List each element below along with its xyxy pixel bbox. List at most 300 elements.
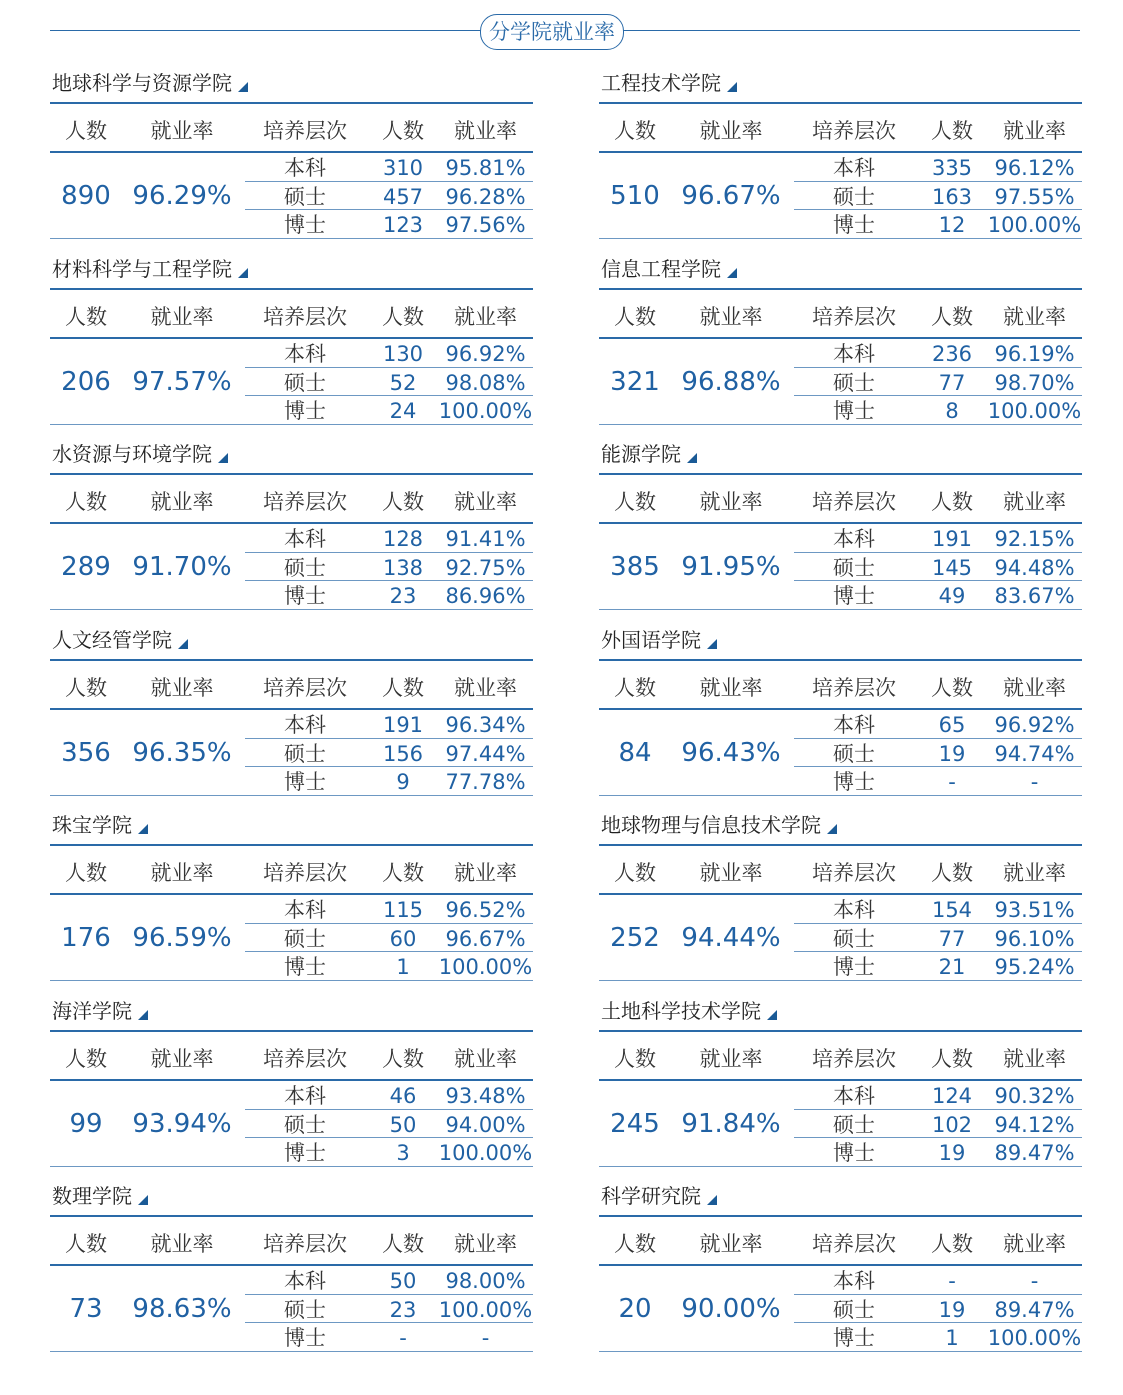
rate-cell: 95.24% <box>994 955 1075 979</box>
header-rule-bottom <box>50 708 533 710</box>
column-header: 培养层次 <box>812 861 896 885</box>
count-cell: 145 <box>931 555 973 580</box>
column-header: 就业率 <box>699 676 763 700</box>
count-cell: 130 <box>382 342 424 366</box>
college-table <box>599 996 1089 1178</box>
level-cell: 本科 <box>833 342 875 366</box>
level-cell: 硕士 <box>284 555 326 580</box>
college-name <box>52 70 248 96</box>
count-cell: 60 <box>389 926 417 951</box>
rate-cell: 91.41% <box>445 527 526 551</box>
count-cell: 310 <box>382 156 424 180</box>
column-header: 人数 <box>931 119 973 143</box>
rate-cell: 96.92% <box>994 713 1075 737</box>
column-header: 就业率 <box>1003 1047 1066 1071</box>
column-header: 就业率 <box>1003 119 1066 143</box>
column-header: 人数 <box>931 490 973 514</box>
college-name <box>601 1183 717 1209</box>
rate-cell: 98.08% <box>445 370 526 395</box>
column-header: 人数 <box>65 490 107 514</box>
rate-cell: 97.56% <box>445 213 526 237</box>
rate-cell: 95.81% <box>445 156 526 180</box>
college-total-rate: 98.63% <box>132 1294 232 1324</box>
college-total-rate: 97.57% <box>132 367 232 397</box>
header-rule-bottom <box>50 893 533 895</box>
college-name <box>52 812 148 838</box>
level-cell: 博士 <box>284 584 326 608</box>
level-cell: 博士 <box>833 955 875 979</box>
college-name-text: 水资源与环境学院 <box>52 442 212 466</box>
count-cell: 77 <box>938 370 966 395</box>
rate-cell: 77.78% <box>445 770 526 794</box>
column-header: 就业率 <box>150 676 214 700</box>
level-cell: 本科 <box>284 1084 326 1108</box>
column-header: 培养层次 <box>263 1047 347 1071</box>
column-header: 人数 <box>931 1232 973 1256</box>
triangle-marker-icon <box>138 824 148 834</box>
rate-cell: 100.00% <box>438 1141 533 1165</box>
college-name-text: 珠宝学院 <box>52 813 132 837</box>
count-cell: 3 <box>396 1141 410 1165</box>
top-rule <box>50 1030 533 1032</box>
count-cell: 191 <box>931 527 973 551</box>
rate-cell: 100.00% <box>438 399 533 423</box>
level-cell: 硕士 <box>284 370 326 395</box>
column-header: 人数 <box>382 490 424 514</box>
top-rule <box>599 1030 1082 1032</box>
column-header: 人数 <box>614 1047 656 1071</box>
top-rule <box>50 659 533 661</box>
column-header: 培养层次 <box>263 490 347 514</box>
college-name <box>52 441 228 467</box>
column-header: 培养层次 <box>263 676 347 700</box>
rate-cell: 96.10% <box>994 926 1075 951</box>
college-name-text: 外国语学院 <box>601 628 701 652</box>
rate-cell: 96.34% <box>445 713 526 737</box>
college-total-count: 321 <box>610 367 660 397</box>
rate-cell: - <box>1030 1269 1039 1293</box>
top-rule <box>599 659 1082 661</box>
count-cell: 156 <box>382 741 424 766</box>
rate-cell: 93.48% <box>445 1084 526 1108</box>
rate-cell: 90.32% <box>994 1084 1075 1108</box>
triangle-marker-icon <box>138 1195 148 1205</box>
count-cell: 19 <box>938 741 966 766</box>
college-total-count: 890 <box>61 181 111 211</box>
college-total-count: 99 <box>69 1109 103 1139</box>
column-header: 就业率 <box>1003 305 1066 329</box>
count-cell: 102 <box>931 1112 973 1137</box>
rate-cell: 98.70% <box>994 370 1075 395</box>
count-cell: 335 <box>931 156 973 180</box>
level-cell: 博士 <box>833 584 875 608</box>
level-cell: 本科 <box>833 898 875 922</box>
header-rule-bottom <box>599 522 1082 524</box>
header-rule-bottom <box>50 337 533 339</box>
triangle-marker-icon <box>767 1010 777 1020</box>
rate-cell: 96.28% <box>445 184 526 209</box>
college-name-text: 地球科学与资源学院 <box>52 71 232 95</box>
college-total-rate: 94.44% <box>681 923 781 953</box>
level-cell: 硕士 <box>284 1112 326 1137</box>
header-rule-bottom <box>50 1079 533 1081</box>
count-cell: 19 <box>938 1297 966 1322</box>
college-total-rate: 93.94% <box>132 1109 232 1139</box>
count-cell: 138 <box>382 555 424 580</box>
level-cell: 本科 <box>833 713 875 737</box>
level-cell: 硕士 <box>284 1297 326 1322</box>
column-header: 就业率 <box>1003 676 1066 700</box>
column-header: 人数 <box>614 1232 656 1256</box>
count-cell: 191 <box>382 713 424 737</box>
triangle-marker-icon <box>238 268 248 278</box>
column-header: 就业率 <box>454 1232 517 1256</box>
triangle-marker-icon <box>707 639 717 649</box>
column-header: 就业率 <box>150 305 214 329</box>
level-cell: 硕士 <box>284 926 326 951</box>
level-cell: 本科 <box>833 527 875 551</box>
college-total-rate: 96.29% <box>132 181 232 211</box>
column-header: 就业率 <box>454 1047 517 1071</box>
level-cell: 硕士 <box>833 926 875 951</box>
column-header: 就业率 <box>454 119 517 143</box>
count-cell: 23 <box>389 1297 417 1322</box>
level-cell: 博士 <box>833 399 875 423</box>
column-header: 人数 <box>382 119 424 143</box>
level-cell: 博士 <box>284 399 326 423</box>
column-header: 就业率 <box>699 305 763 329</box>
count-cell: 49 <box>938 584 966 608</box>
column-header: 人数 <box>931 1047 973 1071</box>
college-name-text: 海洋学院 <box>52 999 132 1023</box>
header-rule-bottom <box>599 1264 1082 1266</box>
column-header: 人数 <box>65 676 107 700</box>
count-cell: 154 <box>931 898 973 922</box>
level-cell: 硕士 <box>833 184 875 209</box>
college-name <box>601 441 697 467</box>
column-header: 就业率 <box>1003 1232 1066 1256</box>
top-rule <box>50 473 533 475</box>
column-header: 培养层次 <box>812 490 896 514</box>
triangle-marker-icon <box>138 1010 148 1020</box>
count-cell: 457 <box>382 184 424 209</box>
column-header: 人数 <box>65 305 107 329</box>
college-total-count: 20 <box>618 1294 652 1324</box>
level-cell: 本科 <box>833 1084 875 1108</box>
college-table <box>50 996 540 1178</box>
column-header: 就业率 <box>150 1047 214 1071</box>
college-table <box>50 1181 540 1363</box>
count-cell: 65 <box>938 713 966 737</box>
count-cell: 50 <box>389 1269 417 1293</box>
level-cell: 本科 <box>284 342 326 366</box>
column-header: 人数 <box>931 676 973 700</box>
rate-cell: 94.00% <box>445 1112 526 1137</box>
triangle-marker-icon <box>707 1195 717 1205</box>
header-rule-bottom <box>599 893 1082 895</box>
rate-cell: 94.12% <box>994 1112 1075 1137</box>
level-cell: 博士 <box>833 213 875 237</box>
college-total-rate: 96.59% <box>132 923 232 953</box>
college-total-count: 356 <box>61 738 111 768</box>
rate-cell: 96.19% <box>994 342 1075 366</box>
level-cell: 博士 <box>833 1326 875 1350</box>
triangle-marker-icon <box>178 639 188 649</box>
level-cell: 本科 <box>833 1269 875 1293</box>
college-table <box>50 254 540 436</box>
count-cell: 123 <box>382 213 424 237</box>
rate-cell: - <box>481 1326 490 1350</box>
college-name-text: 信息工程学院 <box>601 257 721 281</box>
top-rule <box>599 1215 1082 1217</box>
college-name-text: 材料科学与工程学院 <box>52 257 232 281</box>
level-cell: 本科 <box>284 156 326 180</box>
level-cell: 本科 <box>833 156 875 180</box>
count-cell: 163 <box>931 184 973 209</box>
column-header: 人数 <box>65 1047 107 1071</box>
column-header: 就业率 <box>454 861 517 885</box>
rate-cell: 96.12% <box>994 156 1075 180</box>
rate-cell: 94.74% <box>994 741 1075 766</box>
rate-cell: 96.52% <box>445 898 526 922</box>
column-header: 就业率 <box>699 490 763 514</box>
level-cell: 博士 <box>284 213 326 237</box>
column-header: 培养层次 <box>812 1047 896 1071</box>
college-total-count: 73 <box>69 1294 103 1324</box>
college-table <box>599 68 1089 250</box>
column-header: 人数 <box>614 861 656 885</box>
college-name-text: 工程技术学院 <box>601 71 721 95</box>
column-header: 人数 <box>614 676 656 700</box>
section-header <box>50 14 1080 52</box>
college-name-text: 科学研究院 <box>601 1184 701 1208</box>
college-name <box>601 256 737 282</box>
triangle-marker-icon <box>238 82 248 92</box>
level-cell: 硕士 <box>284 184 326 209</box>
column-header: 人数 <box>65 861 107 885</box>
column-header: 就业率 <box>699 1232 763 1256</box>
rate-cell: 100.00% <box>438 1297 533 1322</box>
college-name-text: 地球物理与信息技术学院 <box>601 813 821 837</box>
rate-cell: 96.92% <box>445 342 526 366</box>
column-header: 就业率 <box>150 119 214 143</box>
level-cell: 硕士 <box>833 370 875 395</box>
column-header: 就业率 <box>699 1047 763 1071</box>
column-header: 培养层次 <box>812 1232 896 1256</box>
count-cell: 8 <box>945 399 959 423</box>
triangle-marker-icon <box>827 824 837 834</box>
count-cell: 9 <box>396 770 410 794</box>
rate-cell: 83.67% <box>994 584 1075 608</box>
column-header: 就业率 <box>150 1232 214 1256</box>
college-total-count: 206 <box>61 367 111 397</box>
rate-cell: 89.47% <box>994 1141 1075 1165</box>
college-name-text: 能源学院 <box>601 442 681 466</box>
count-cell: 46 <box>389 1084 417 1108</box>
count-cell: 23 <box>389 584 417 608</box>
top-rule <box>50 1215 533 1217</box>
header-rule-bottom <box>599 151 1082 153</box>
top-rule <box>599 288 1082 290</box>
college-name <box>601 812 837 838</box>
college-total-count: 176 <box>61 923 111 953</box>
count-cell: 21 <box>938 955 966 979</box>
column-header: 就业率 <box>150 490 214 514</box>
college-table <box>599 625 1089 807</box>
rate-cell: 100.00% <box>987 399 1082 423</box>
college-table <box>50 68 540 250</box>
top-rule <box>599 102 1082 104</box>
header-rule-bottom <box>50 1264 533 1266</box>
top-rule <box>50 844 533 846</box>
level-cell: 博士 <box>833 1141 875 1165</box>
top-rule <box>50 288 533 290</box>
level-cell: 硕士 <box>833 1112 875 1137</box>
header-rule-bottom <box>50 151 533 153</box>
college-total-count: 510 <box>610 181 660 211</box>
column-header: 培养层次 <box>812 305 896 329</box>
count-cell: 1 <box>945 1326 959 1350</box>
rate-cell: 98.00% <box>445 1269 526 1293</box>
count-cell: 24 <box>389 399 417 423</box>
triangle-marker-icon <box>727 268 737 278</box>
column-header: 就业率 <box>454 490 517 514</box>
college-name <box>52 998 148 1024</box>
count-cell: 12 <box>938 213 966 237</box>
college-total-rate: 96.88% <box>681 367 781 397</box>
college-name-text: 土地科学技术学院 <box>601 999 761 1023</box>
count-cell: 50 <box>389 1112 417 1137</box>
level-cell: 博士 <box>833 770 875 794</box>
college-table <box>599 1181 1089 1363</box>
count-cell: 19 <box>938 1141 966 1165</box>
top-rule <box>599 844 1082 846</box>
column-header: 人数 <box>65 119 107 143</box>
college-total-count: 252 <box>610 923 660 953</box>
level-cell: 硕士 <box>833 555 875 580</box>
column-header: 就业率 <box>150 861 214 885</box>
rate-cell: 92.15% <box>994 527 1075 551</box>
level-cell: 博士 <box>284 1141 326 1165</box>
column-header: 就业率 <box>1003 861 1066 885</box>
column-header: 就业率 <box>454 305 517 329</box>
column-header: 人数 <box>382 305 424 329</box>
level-cell: 硕士 <box>833 741 875 766</box>
column-header: 人数 <box>382 861 424 885</box>
count-cell: 115 <box>382 898 424 922</box>
college-total-count: 84 <box>618 738 652 768</box>
level-cell: 本科 <box>284 1269 326 1293</box>
college-total-count: 385 <box>610 552 660 582</box>
count-cell: 124 <box>931 1084 973 1108</box>
rate-cell: 86.96% <box>445 584 526 608</box>
count-cell: 1 <box>396 955 410 979</box>
college-name <box>52 256 248 282</box>
college-table <box>50 625 540 807</box>
rate-cell: 100.00% <box>438 955 533 979</box>
column-header: 培养层次 <box>812 676 896 700</box>
count-cell: - <box>399 1326 407 1350</box>
header-rule-bottom <box>599 708 1082 710</box>
college-total-count: 289 <box>61 552 111 582</box>
count-cell: - <box>948 770 956 794</box>
column-header: 人数 <box>382 1232 424 1256</box>
column-header: 人数 <box>382 676 424 700</box>
level-cell: 硕士 <box>284 741 326 766</box>
rate-cell: 100.00% <box>987 213 1082 237</box>
column-header: 培养层次 <box>263 119 347 143</box>
level-cell: 本科 <box>284 527 326 551</box>
header-rule-bottom <box>599 1079 1082 1081</box>
rate-cell: 96.67% <box>445 926 526 951</box>
count-cell: 52 <box>389 370 417 395</box>
header-rule-bottom <box>50 522 533 524</box>
college-total-rate: 96.43% <box>681 738 781 768</box>
triangle-marker-icon <box>218 453 228 463</box>
rate-cell: 100.00% <box>987 1326 1082 1350</box>
college-name <box>601 70 737 96</box>
column-header: 人数 <box>65 1232 107 1256</box>
college-total-rate: 90.00% <box>681 1294 781 1324</box>
rate-cell: 97.44% <box>445 741 526 766</box>
college-name <box>601 998 777 1024</box>
column-header: 就业率 <box>699 861 763 885</box>
column-header: 人数 <box>614 490 656 514</box>
column-header: 就业率 <box>1003 490 1066 514</box>
college-table <box>50 439 540 621</box>
college-name-text: 人文经管学院 <box>52 628 172 652</box>
rate-cell: 92.75% <box>445 555 526 580</box>
rate-cell: 97.55% <box>994 184 1075 209</box>
college-total-rate: 91.70% <box>132 552 232 582</box>
triangle-marker-icon <box>687 453 697 463</box>
header-rule-bottom <box>599 337 1082 339</box>
college-table <box>599 810 1089 992</box>
count-cell: 236 <box>931 342 973 366</box>
college-table <box>50 810 540 992</box>
column-header: 培养层次 <box>263 1232 347 1256</box>
rate-cell: 94.48% <box>994 555 1075 580</box>
college-name-text: 数理学院 <box>52 1184 132 1208</box>
column-header: 培养层次 <box>263 305 347 329</box>
college-table <box>599 439 1089 621</box>
college-name <box>52 627 188 653</box>
college-table <box>599 254 1089 436</box>
column-header: 就业率 <box>454 676 517 700</box>
triangle-marker-icon <box>727 82 737 92</box>
top-rule <box>50 102 533 104</box>
rate-cell: 93.51% <box>994 898 1075 922</box>
level-cell: 本科 <box>284 713 326 737</box>
top-rule <box>599 473 1082 475</box>
column-header: 人数 <box>614 305 656 329</box>
college-total-rate: 96.67% <box>681 181 781 211</box>
college-total-count: 245 <box>610 1109 660 1139</box>
college-name <box>52 1183 148 1209</box>
column-header: 培养层次 <box>812 119 896 143</box>
college-total-rate: 91.84% <box>681 1109 781 1139</box>
column-header: 人数 <box>614 119 656 143</box>
level-cell: 本科 <box>284 898 326 922</box>
count-cell: 128 <box>382 527 424 551</box>
college-total-rate: 91.95% <box>681 552 781 582</box>
college-name <box>601 627 717 653</box>
rate-cell: 89.47% <box>994 1297 1075 1322</box>
level-cell: 博士 <box>284 1326 326 1350</box>
rate-cell: - <box>1030 770 1039 794</box>
column-header: 人数 <box>931 861 973 885</box>
count-cell: - <box>948 1269 956 1293</box>
